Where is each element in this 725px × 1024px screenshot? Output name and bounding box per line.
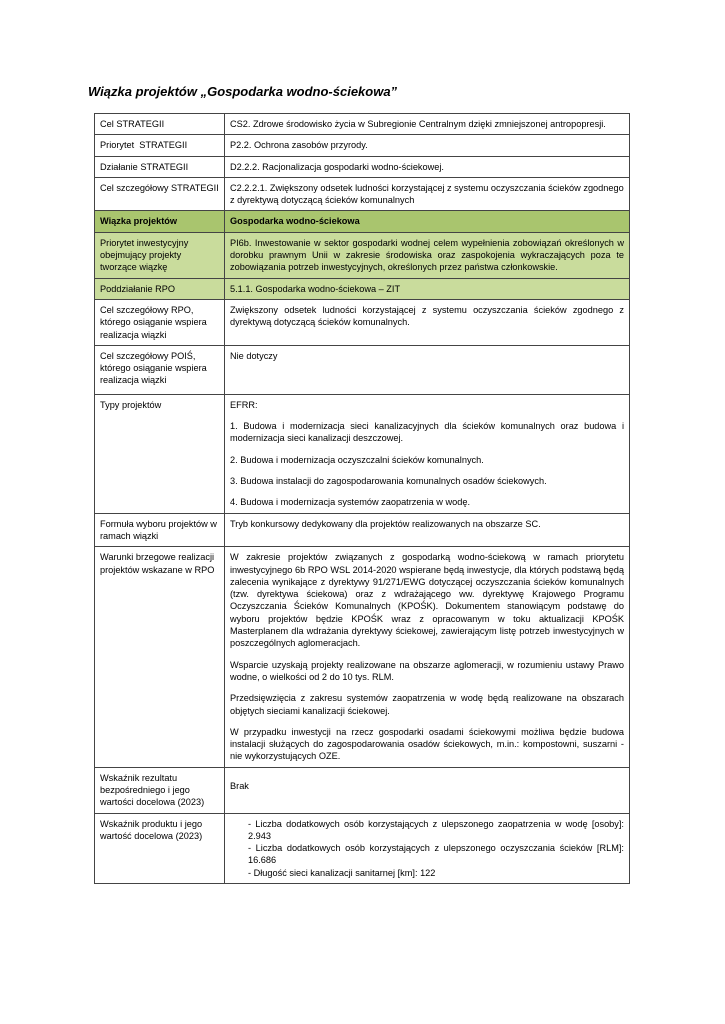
row-label: Działanie STRATEGII	[95, 156, 225, 177]
page-heading: Wiązka projektów „Gospodarka wodno-ściekowa”	[88, 84, 398, 99]
row-rpo-specific-goal	[95, 299, 630, 345]
row-value: D2.2.2. Racjonalizacja gospodarki wodno-ściekowej.	[225, 156, 630, 177]
row-value	[225, 547, 630, 767]
row-boundary-conditions	[95, 547, 630, 767]
row-label: Warunki brzegowe realizacji projektów wskazane w RPO	[95, 547, 225, 767]
row-label: Priorytet STRATEGII	[95, 135, 225, 156]
row-value	[225, 394, 630, 513]
output-item: - Liczba dodatkowych osób korzystających z ulepszonego zaopatrzenia w wodę [osoby]: 2.943	[248, 818, 624, 841]
row-project-types	[95, 394, 630, 513]
row-strategy-goal	[95, 114, 630, 135]
row-project-bundle	[95, 211, 630, 232]
row-result-indicator	[95, 767, 630, 813]
row-investment-priority	[95, 232, 630, 278]
row-label: Poddziałanie RPO	[95, 278, 225, 299]
row-value: 5.1.1. Gospodarka wodno-ściekowa – ZIT	[225, 278, 630, 299]
row-label: Wskaźnik produktu i jego wartość docelowa (2023)	[95, 813, 225, 883]
row-strategy-action	[95, 156, 630, 177]
type-item: 3. Budowa instalacji do zagospodarowania komunalnych osadów ściekowych.	[230, 476, 547, 487]
row-value: PI6b. Inwestowanie w sektor gospodarki wodnej celem wypełnienia zobowiązań określonych w dorobku prawnym Unii w zakresie środowiska oraz zaspokojenia wykraczających poza te zobowiązania potrzeb inwestycyjnych, określonych przez państwa członkowskie.	[225, 232, 630, 278]
type-item: 4. Budowa i modernizacja systemów zaopatrzenia w wodę.	[230, 497, 471, 508]
condition-paragraph: W zakresie projektów związanych z gospodarką wodno-ściekową w ramach priorytetu inwestycyjnego 6b RPO WSL 2014-2020 wspierane będą inwestycje, dla których podstawą będą zalecenia wynikające z dyrektywy 91/271/EWG dotyczącej oczyszczania ścieków komunalnych (tzw. dyrektywa ściekowa) oraz z wdrażającego ww. dyrektywę Krajowego Programu Oczyszczania Ścieków Komunalnych (KPOŚK). Dokumentem stanowiącym podstawę do wyboru projektów będzie KPOŚK wraz z opracowanym w toku aktualizacji KPOŚK Masterplanem dla wdrażania dyrektywy ściekowej, zawierającym listę potrzeb inwestycyjnych w poszczególnych aglomeracjach.	[230, 552, 624, 649]
row-rpo-subaction	[95, 278, 630, 299]
row-value: Gospodarka wodno-ściekowa	[225, 211, 630, 232]
row-label: Wiązka projektów	[95, 211, 225, 232]
type-item: 2. Budowa i modernizacja oczyszczalni ścieków komunalnych.	[230, 454, 484, 465]
row-label: Typy projektów	[95, 394, 225, 513]
row-label: Formuła wyboru projektów w ramach wiązki	[95, 513, 225, 547]
row-value: Nie dotyczy	[225, 345, 630, 394]
output-item: - Liczba dodatkowych osób korzystających z ulepszonego oczyszczania ścieków [RLM]: 16.686	[248, 843, 624, 866]
row-label: Cel szczegółowy STRATEGII	[95, 177, 225, 211]
condition-paragraph: Przedsięwzięcia z zakresu systemów zaopatrzenia w wodę będą realizowane na obszarach objętych sieciami kanalizacji ściekowej.	[230, 693, 624, 716]
row-selection-formula	[95, 513, 630, 547]
types-header: EFRR:	[230, 399, 258, 410]
row-label: Cel szczegółowy RPO, którego osiąganie wspiera realizacja wiązki	[95, 299, 225, 345]
row-label: Priorytet inwestycyjny obejmujący projekty tworzące wiązkę	[95, 232, 225, 278]
type-item: 1. Budowa i modernizacja sieci kanalizacyjnych dla ścieków komunalnych oraz budowa i modernizacja sieci kanalizacji deszczowej.	[230, 421, 624, 444]
row-poiss-specific-goal	[95, 345, 630, 394]
row-label: Cel STRATEGII	[95, 114, 225, 135]
row-value: CS2. Zdrowe środowisko życia w Subregionie Centralnym dzięki zmniejszonej antropopresji.	[225, 114, 630, 135]
condition-paragraph: W przypadku inwestycji na rzecz gospodarki osadami ściekowymi możliwa będzie budowa instalacji służących do zagospodarowania osadów ściekowych, m.in.: kompostowni, suszarni - nie wykorzystujących OZE.	[230, 726, 624, 762]
project-bundle-table	[94, 113, 630, 884]
row-value: Tryb konkursowy dedykowany dla projektów realizowanych na obszarze SC.	[225, 513, 630, 547]
condition-paragraph: Wsparcie uzyskają projekty realizowane na obszarze aglomeracji, w rozumieniu ustawy Prawo wodne, o wielkości od 2 do 10 tys. RLM.	[230, 659, 624, 682]
row-value: Zwiększony odsetek ludności korzystającej z systemu oczyszczania ścieków zgodnego z dyrektywą dotyczącą ścieków komunalnych.	[225, 299, 630, 345]
row-value: P2.2. Ochrona zasobów przyrody.	[225, 135, 630, 156]
row-output-indicator	[95, 813, 630, 883]
row-label: Cel szczegółowy POIŚ, którego osiąganie wspiera realizacja wiązki	[95, 345, 225, 394]
row-label: Wskaźnik rezultatu bezpośredniego i jego wartości docelowa (2023)	[95, 767, 225, 813]
row-strategy-specific-goal	[95, 177, 630, 211]
row-value	[225, 813, 630, 883]
output-list	[230, 818, 624, 879]
row-strategy-priority	[95, 135, 630, 156]
row-value: Brak	[225, 767, 630, 813]
output-item: - Długość sieci kanalizacji sanitarnej [km]: 122	[248, 867, 436, 878]
row-value: C2.2.2.1. Zwiększony odsetek ludności korzystającej z systemu oczyszczania ścieków zgodnego z dyrektywą dotyczącą ścieków komunalnych	[225, 177, 630, 211]
